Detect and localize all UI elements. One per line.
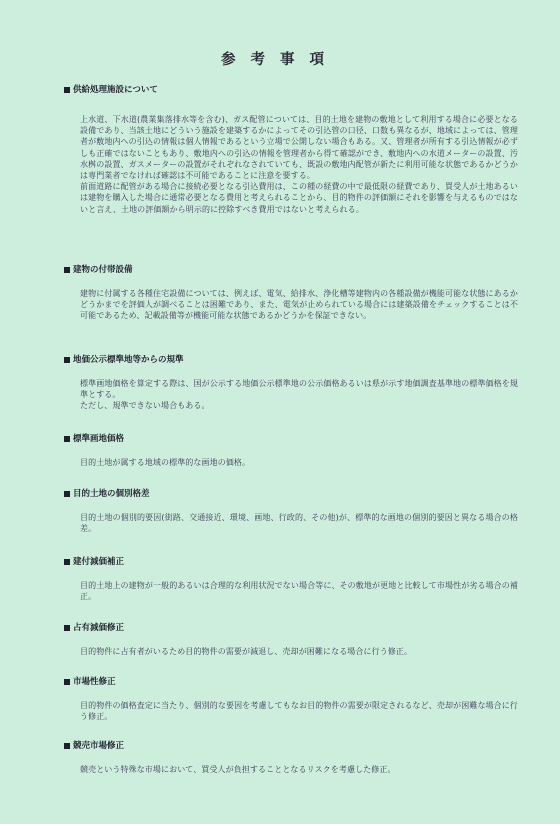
section-body bbox=[80, 288, 518, 322]
section-heading bbox=[64, 676, 518, 688]
section-body bbox=[80, 700, 518, 722]
section-heading bbox=[64, 264, 518, 276]
paragraph: 目的物件の価格査定に当たり、個別的な要因を考慮してもなお目的物件の需要が限定されるなど、売却が困難な場合に行う修正。 bbox=[80, 701, 518, 722]
section-marketability-correction bbox=[64, 676, 518, 722]
square-bullet-icon bbox=[64, 87, 70, 93]
section-body bbox=[80, 378, 518, 412]
paragraph: 標準画地価格を算定する際は、国が公示する地価公示標準地の公示価格あるいは県が示す地価調査基準地の標準価格を規準とする。 bbox=[80, 379, 518, 400]
heading-text: 地価公示標準地等からの規準 bbox=[73, 355, 184, 365]
section-occupancy-correction bbox=[64, 622, 518, 657]
paragraph: 前面道路に配管がある場合に接続必要となる引込費用は、この種の経費の中で最低限の経費であり、買受人が土地あるいは建物を購入した場合に通常必要となる費用と考えられることから、目的物件の評価額にそれを影響を与えるものではないと言え、土地の評価額から明示的に控除すべき費用ではないと考えられる。 bbox=[80, 182, 518, 214]
heading-text: 市場性修正 bbox=[73, 677, 116, 687]
paragraph: 目的土地の個別的要因(街路、交通接近、環境、画地、行政的、その他)が、標準的な画地の個別的要因と異なる場合の格差。 bbox=[80, 513, 518, 534]
section-individual-difference bbox=[64, 488, 518, 534]
heading-text: 建付減価補正 bbox=[73, 557, 125, 567]
section-heading bbox=[64, 556, 518, 568]
section-heading bbox=[64, 488, 518, 500]
section-body bbox=[80, 580, 518, 602]
section-building-depreciation bbox=[64, 556, 518, 602]
square-bullet-icon bbox=[64, 743, 70, 749]
section-body bbox=[80, 764, 518, 775]
section-body bbox=[80, 512, 518, 534]
paragraph: ただし、規準できない場合もある。 bbox=[80, 401, 210, 411]
square-bullet-icon bbox=[64, 625, 70, 631]
section-standard-lot-price bbox=[64, 433, 518, 468]
square-bullet-icon bbox=[64, 436, 70, 442]
paragraph: 建物に付属する各種住宅設備については、例えば、電気、給排水、浄化槽等建物内の各種設備が機能可能な状態にあるかどうかまでを評価人が調べることは困難であり、また、電気が止められている場合には建築設備をチェックすることは不可能であるため、記載設備等が機能可能な状態であるかどうかを保証できない。 bbox=[80, 289, 518, 321]
page-title: 参考事項 bbox=[221, 52, 339, 68]
section-heading bbox=[64, 84, 518, 96]
heading-text: 目的土地の個別格差 bbox=[73, 489, 150, 499]
section-body bbox=[80, 457, 518, 468]
square-bullet-icon bbox=[64, 491, 70, 497]
heading-text: 標準画地価格 bbox=[73, 434, 125, 444]
square-bullet-icon bbox=[64, 267, 70, 273]
paragraph: 目的土地が属する地域の標準的な画地の価格。 bbox=[80, 458, 251, 467]
section-body bbox=[80, 646, 518, 657]
section-body bbox=[80, 114, 518, 215]
paragraph: 上水道、下水道(農業集落排水等を含む)、ガス配管については、目的土地を建物の敷地として利用する場合に必要となる設備であり、当該土地にどういう施設を建築するかによってその引込管の口径、口数も異なるが、地域によっては、管理者が敷地内への引込の情報は個人情報であるという立場で公開しない場合もある。又、管理者が所有する引込情報が必ずしも正確ではないこともあり、敷地内への引込の情報を管理者から得て確認ができ、敷地内への水道メーターの設置、汚水桝の設置、ガスメーターの設置がそれぞれなされていても、既設の敷地内配管が新たに利用可能な状態であるかどうかは専門業者でなければ確認は不可能であることに注意を要する。 bbox=[80, 115, 518, 181]
section-supply-facilities bbox=[64, 84, 518, 215]
square-bullet-icon bbox=[64, 559, 70, 565]
heading-text: 建物の付帯設備 bbox=[73, 265, 133, 275]
section-building-equipment bbox=[64, 264, 518, 322]
heading-text: 占有減価修正 bbox=[73, 623, 125, 633]
paragraph: 目的土地上の建物が一般的あるいは合理的な利用状況でない場合等に、その敷地が更地と比較して市場性が劣る場合の補正。 bbox=[80, 581, 518, 602]
section-heading bbox=[64, 622, 518, 634]
paragraph: 競売という特殊な市場において、買受人が負担することとなるリスクを考慮した修正。 bbox=[80, 765, 396, 774]
section-heading bbox=[64, 354, 518, 366]
heading-text: 競売市場修正 bbox=[73, 741, 125, 751]
square-bullet-icon bbox=[64, 679, 70, 685]
paragraph: 目的物件に占有者がいるため目的物件の需要が減退し、売却が困難になる場合に行う修正。 bbox=[80, 647, 413, 656]
square-bullet-icon bbox=[64, 357, 70, 363]
heading-text: 供給処理施設について bbox=[73, 85, 158, 95]
section-heading bbox=[64, 433, 518, 445]
section-land-price-standard bbox=[64, 354, 518, 412]
section-heading bbox=[64, 740, 518, 752]
section-auction-market-correction bbox=[64, 740, 518, 775]
